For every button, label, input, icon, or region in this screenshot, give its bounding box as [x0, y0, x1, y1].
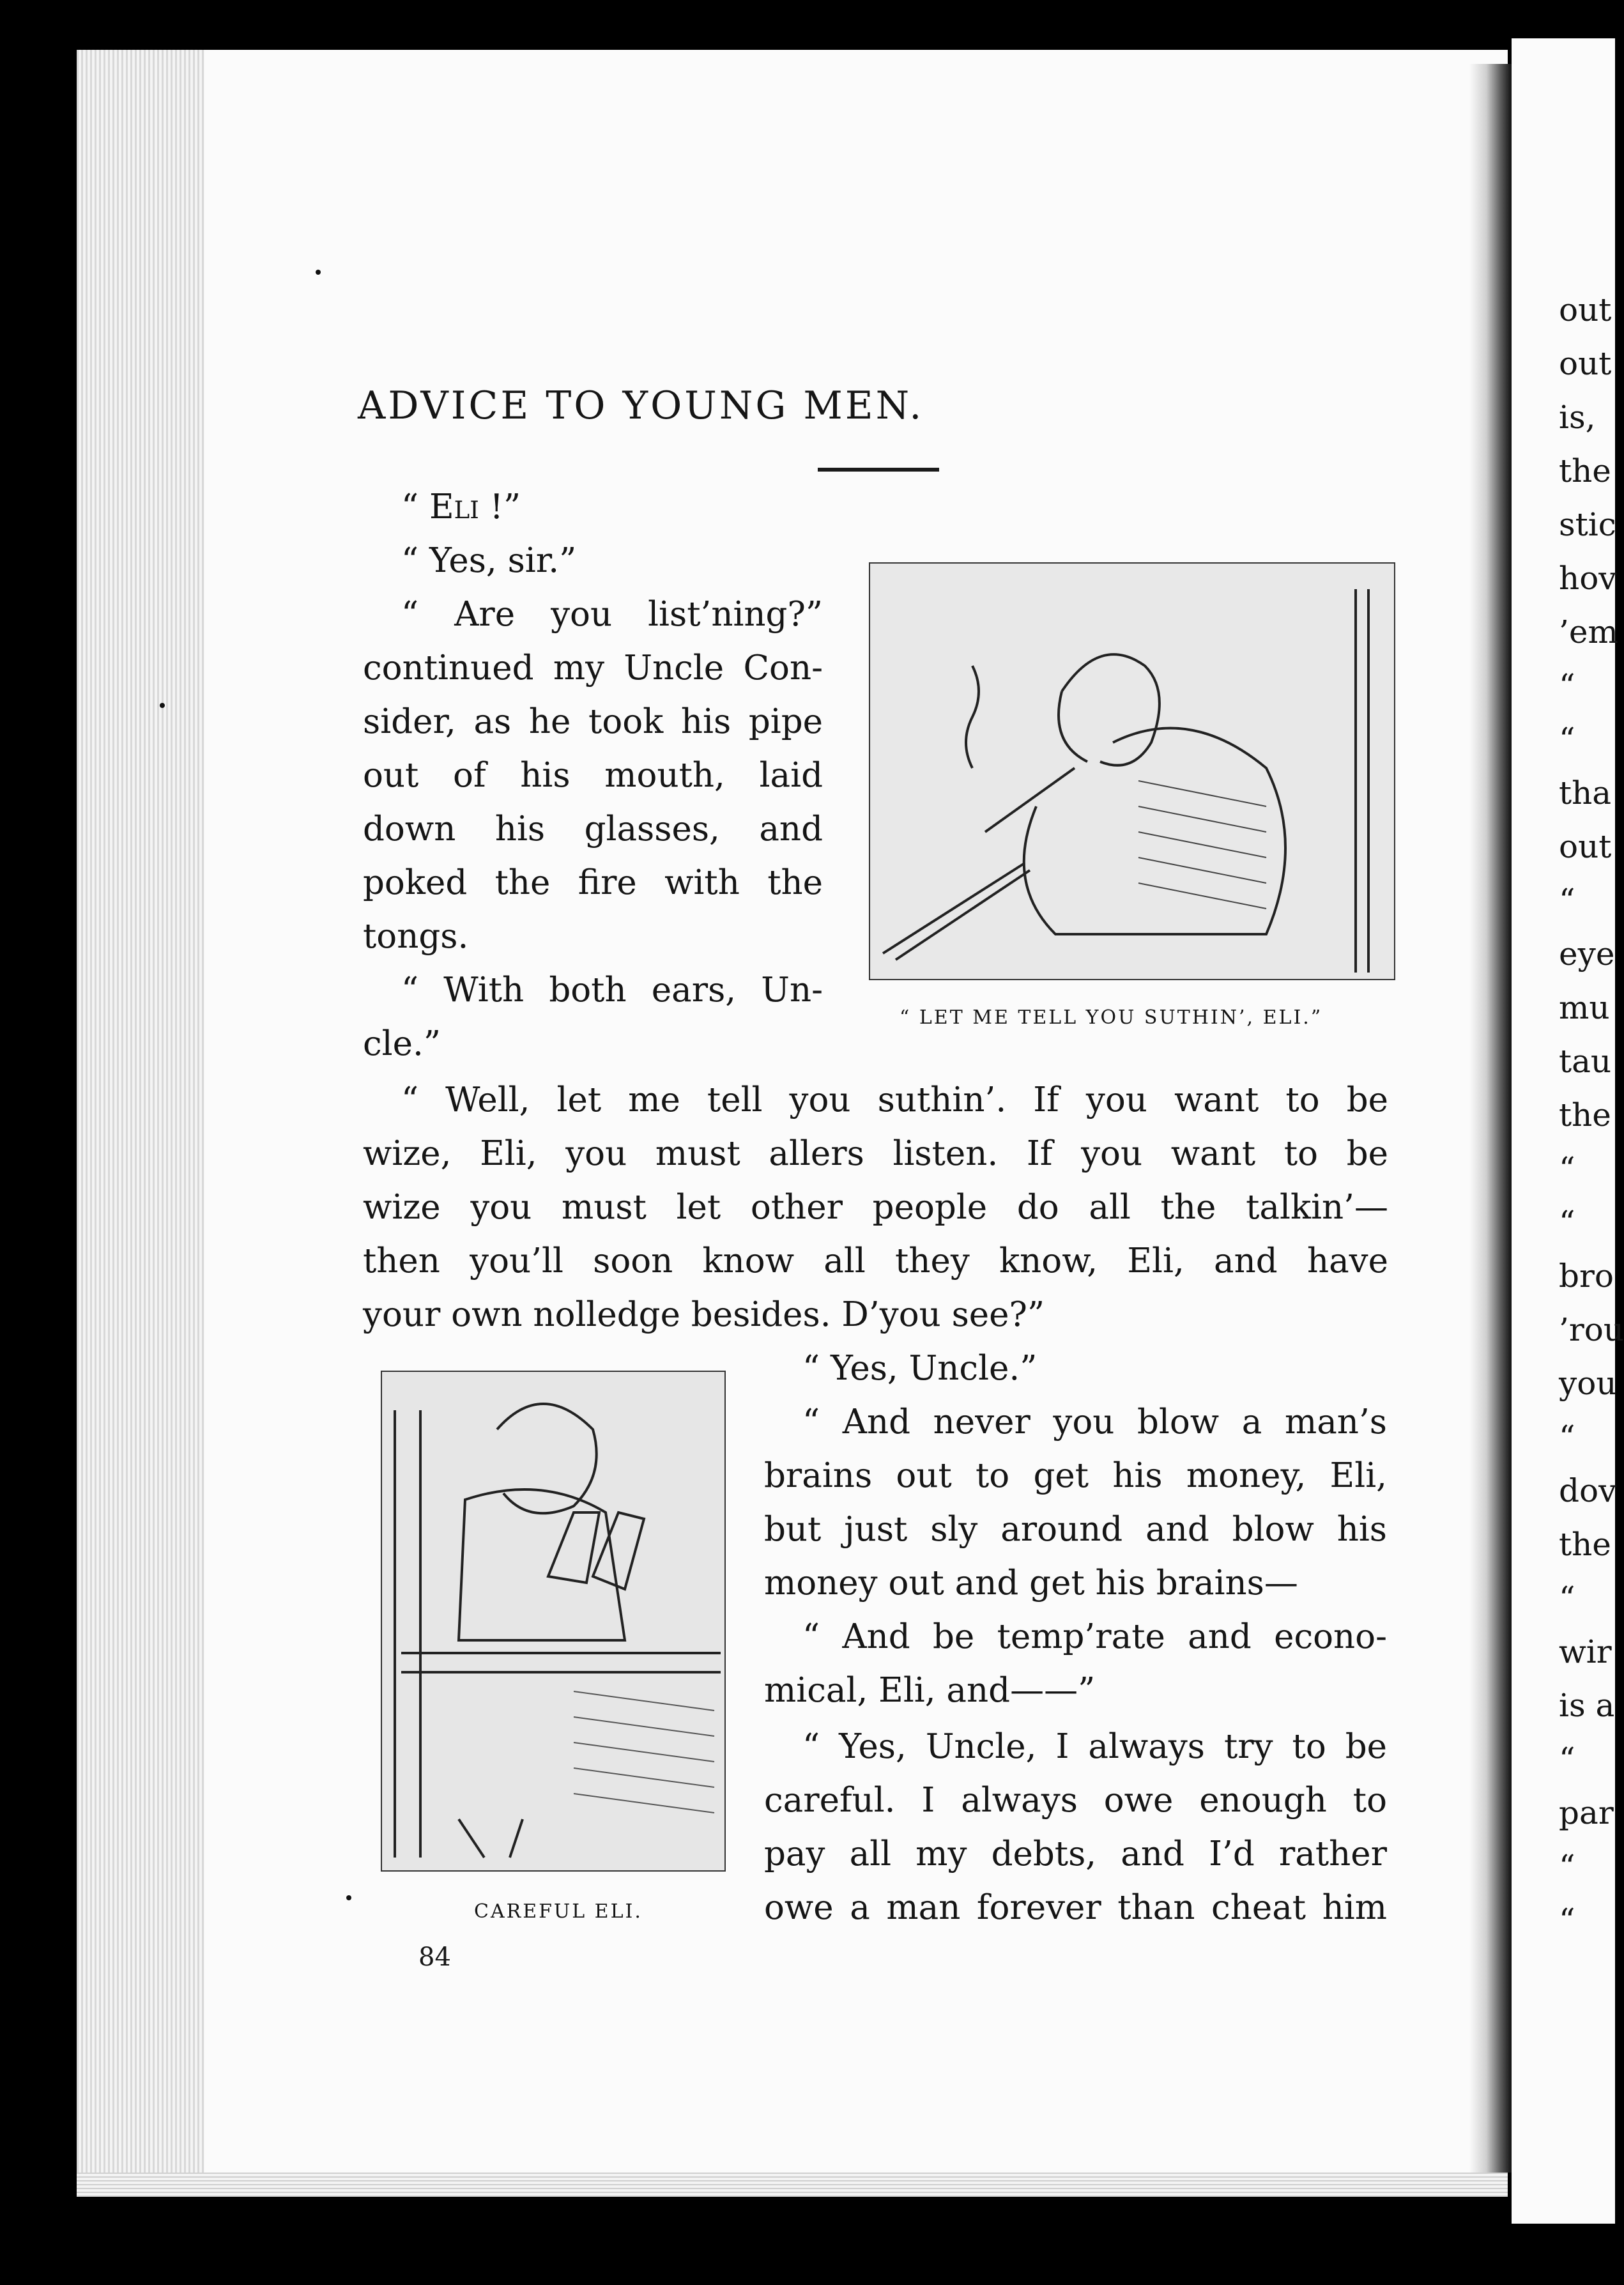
- text-line: careful. I always owe enough to: [764, 1781, 1387, 1820]
- facing-text: “: [1559, 1150, 1575, 1187]
- speck: [346, 1895, 351, 1900]
- facing-text: tau: [1559, 1043, 1612, 1080]
- facing-text: out: [1559, 828, 1612, 865]
- facing-text: “: [1559, 667, 1575, 704]
- facing-text: ’rou: [1559, 1311, 1624, 1348]
- text-line: but just sly around and blow his: [764, 1510, 1387, 1549]
- illustration-boy-cards: [381, 1371, 726, 1872]
- text-line: money out and get his brains—: [764, 1564, 1298, 1603]
- engraving-icon: [870, 564, 1394, 979]
- text-line: “ Yes, sir.”: [401, 541, 577, 580]
- page-edges-left: [77, 50, 204, 2197]
- facing-text: wir: [1559, 1633, 1612, 1670]
- facing-text: par: [1559, 1794, 1614, 1831]
- text-line: “ Well, let me tell you suthin’. If you want to be: [401, 1081, 1388, 1119]
- text-line: wize you must let other people do all the talkin’—: [363, 1188, 1388, 1227]
- caption-bottom: CAREFUL ELI.: [474, 1900, 643, 1923]
- text-line: “ Are you list’ning?”: [401, 595, 823, 634]
- speck: [160, 703, 165, 708]
- facing-text: you: [1559, 1365, 1617, 1402]
- page-title: ADVICE TO YOUNG MEN.: [358, 383, 924, 428]
- facing-text: “: [1559, 1419, 1575, 1456]
- text-line: poked the fire with the: [363, 863, 823, 902]
- facing-text: out: [1559, 291, 1612, 328]
- facing-text: out: [1559, 345, 1612, 382]
- text-line: wize, Eli, you must allers listen. If you want to be: [363, 1134, 1388, 1173]
- facing-text: mu: [1559, 989, 1610, 1026]
- text-line: tongs.: [363, 917, 469, 956]
- page-number: 84: [418, 1943, 451, 1972]
- facing-text: is,: [1559, 399, 1596, 436]
- text-line: mical, Eli, and——”: [764, 1671, 1096, 1710]
- facing-text: “: [1559, 1741, 1575, 1778]
- caption-top: “ LET ME TELL YOU SUTHIN’, ELI.”: [900, 1006, 1323, 1029]
- facing-text: eye: [1559, 935, 1615, 973]
- text-line: pay all my debts, and I’d rather: [764, 1835, 1387, 1873]
- facing-text: “: [1559, 1204, 1575, 1241]
- text-line: “ And never you blow a man’s: [802, 1403, 1387, 1442]
- facing-text: ’em: [1559, 613, 1618, 650]
- text-line: cle.”: [363, 1024, 441, 1063]
- facing-text: hov: [1559, 560, 1617, 597]
- text-line: sider, as he took his pipe: [363, 702, 823, 741]
- facing-text: “: [1559, 1580, 1575, 1617]
- text-eli: “ Eli !”: [401, 488, 521, 527]
- text-line: brains out to get his money, Eli,: [764, 1456, 1387, 1495]
- text-line: “ Yes, Uncle, I always try to be: [802, 1727, 1387, 1766]
- facing-text: “: [1559, 1902, 1575, 1939]
- text-line: [363, 481, 848, 534]
- text-line: “ Yes, Uncle.”: [802, 1349, 1038, 1388]
- speck: [316, 270, 321, 275]
- engraving-icon: [382, 1372, 724, 1870]
- text-line: owe a man forever than cheat him: [764, 1888, 1387, 1927]
- facing-text: is a: [1559, 1687, 1615, 1724]
- text-line: continued my Uncle Con-: [363, 649, 823, 688]
- facing-text: the: [1559, 452, 1611, 489]
- title-rule: [818, 468, 939, 472]
- facing-text: “: [1559, 1848, 1575, 1885]
- text-line: then you’ll soon know all they know, Eli, and have: [363, 1242, 1388, 1281]
- page-edges-bottom: [77, 2173, 1508, 2197]
- facing-page: [1512, 38, 1624, 2224]
- text-line: out of his mouth, laid: [363, 756, 823, 795]
- text-line: “ With both ears, Un-: [401, 971, 823, 1010]
- facing-text: “: [1559, 882, 1575, 919]
- facing-text: the: [1559, 1526, 1611, 1563]
- facing-text: stic: [1559, 506, 1616, 543]
- text-line: “ And be temp’rate and econo-: [802, 1617, 1387, 1656]
- book-gutter: [1469, 64, 1512, 2173]
- illustration-old-man-pipe: [869, 562, 1395, 980]
- text-line: down his glasses, and: [363, 810, 823, 849]
- facing-text: the: [1559, 1096, 1611, 1134]
- text-line: your own nolledge besides. D’you see?”: [363, 1295, 1045, 1334]
- facing-text: dov: [1559, 1472, 1617, 1509]
- facing-text: “: [1559, 721, 1575, 758]
- facing-text: bro: [1559, 1258, 1614, 1295]
- facing-text: tha: [1559, 774, 1612, 812]
